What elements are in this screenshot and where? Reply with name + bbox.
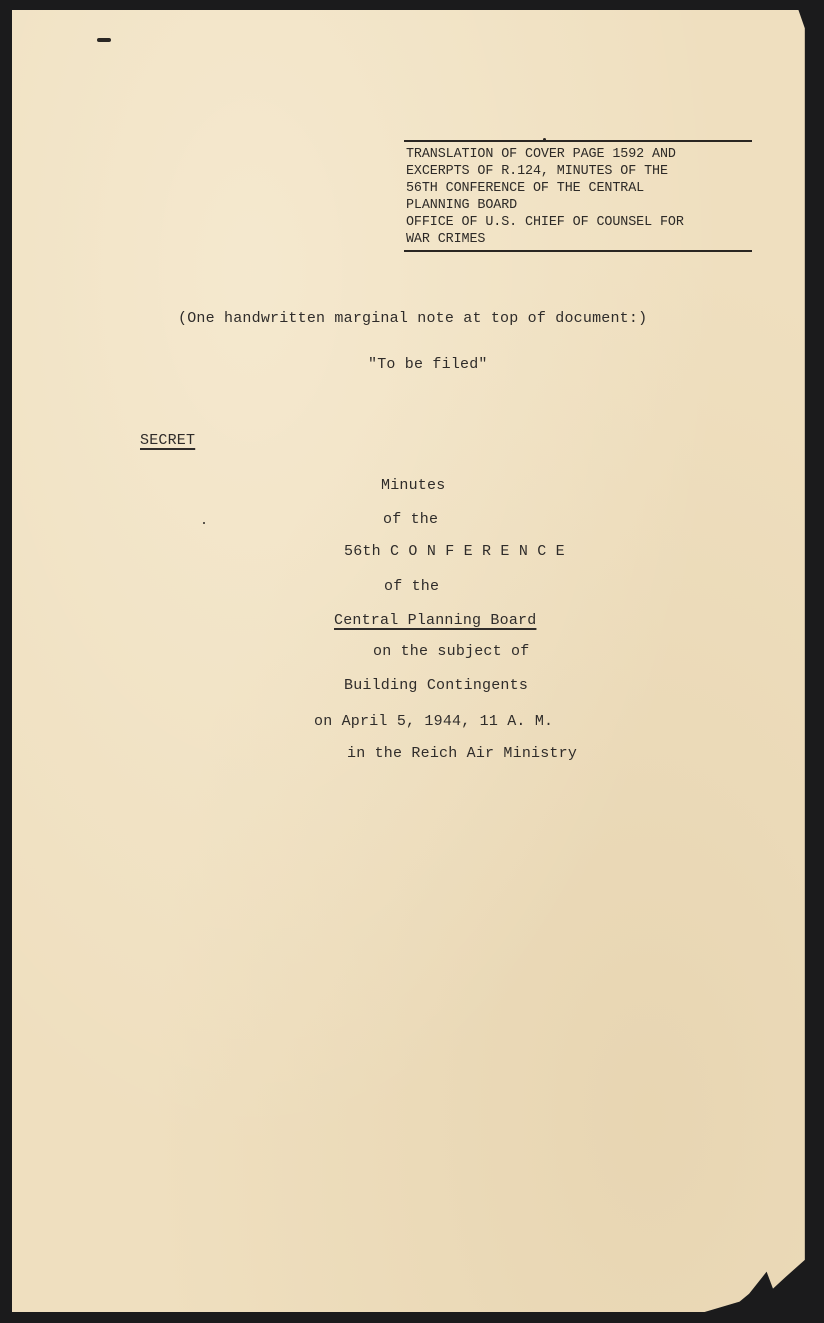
title-line-minutes: Minutes bbox=[381, 477, 446, 494]
title-line-date: on April 5, 1944, 11 A. M. bbox=[314, 713, 554, 730]
stamp-line-4: PLANNING BOARD bbox=[406, 198, 518, 213]
title-line-location: in the Reich Air Ministry bbox=[347, 745, 578, 762]
marginal-note-description: (One handwritten marginal note at top of document:) bbox=[178, 310, 648, 327]
stamp-line-2: EXCERPTS OF R.124, MINUTES OF THE bbox=[406, 164, 668, 179]
title-line-central-planning-board: Central Planning Board bbox=[334, 612, 537, 629]
stamp-line-1: TRANSLATION OF COVER PAGE 1592 AND bbox=[406, 147, 676, 162]
marginal-note-text: "To be filed" bbox=[368, 356, 488, 373]
stamp-line-6: WAR CRIMES bbox=[406, 232, 486, 247]
title-line-of-the-1: of the bbox=[383, 511, 439, 528]
classification-label: SECRET bbox=[140, 432, 196, 449]
stamp-line-3: 56TH CONFERENCE OF THE CENTRAL bbox=[406, 181, 645, 196]
translation-stamp bbox=[404, 140, 752, 252]
stamp-line-5: OFFICE OF U.S. CHIEF OF COUNSEL FOR bbox=[406, 215, 684, 230]
ink-speck bbox=[97, 38, 111, 42]
title-line-building-contingents: Building Contingents bbox=[344, 677, 529, 694]
title-line-conference: 56th C O N F E R E N C E bbox=[344, 543, 565, 560]
title-line-of-the-2: of the bbox=[384, 578, 440, 595]
title-line-subject: on the subject of bbox=[373, 643, 530, 660]
ink-speck bbox=[203, 522, 205, 524]
